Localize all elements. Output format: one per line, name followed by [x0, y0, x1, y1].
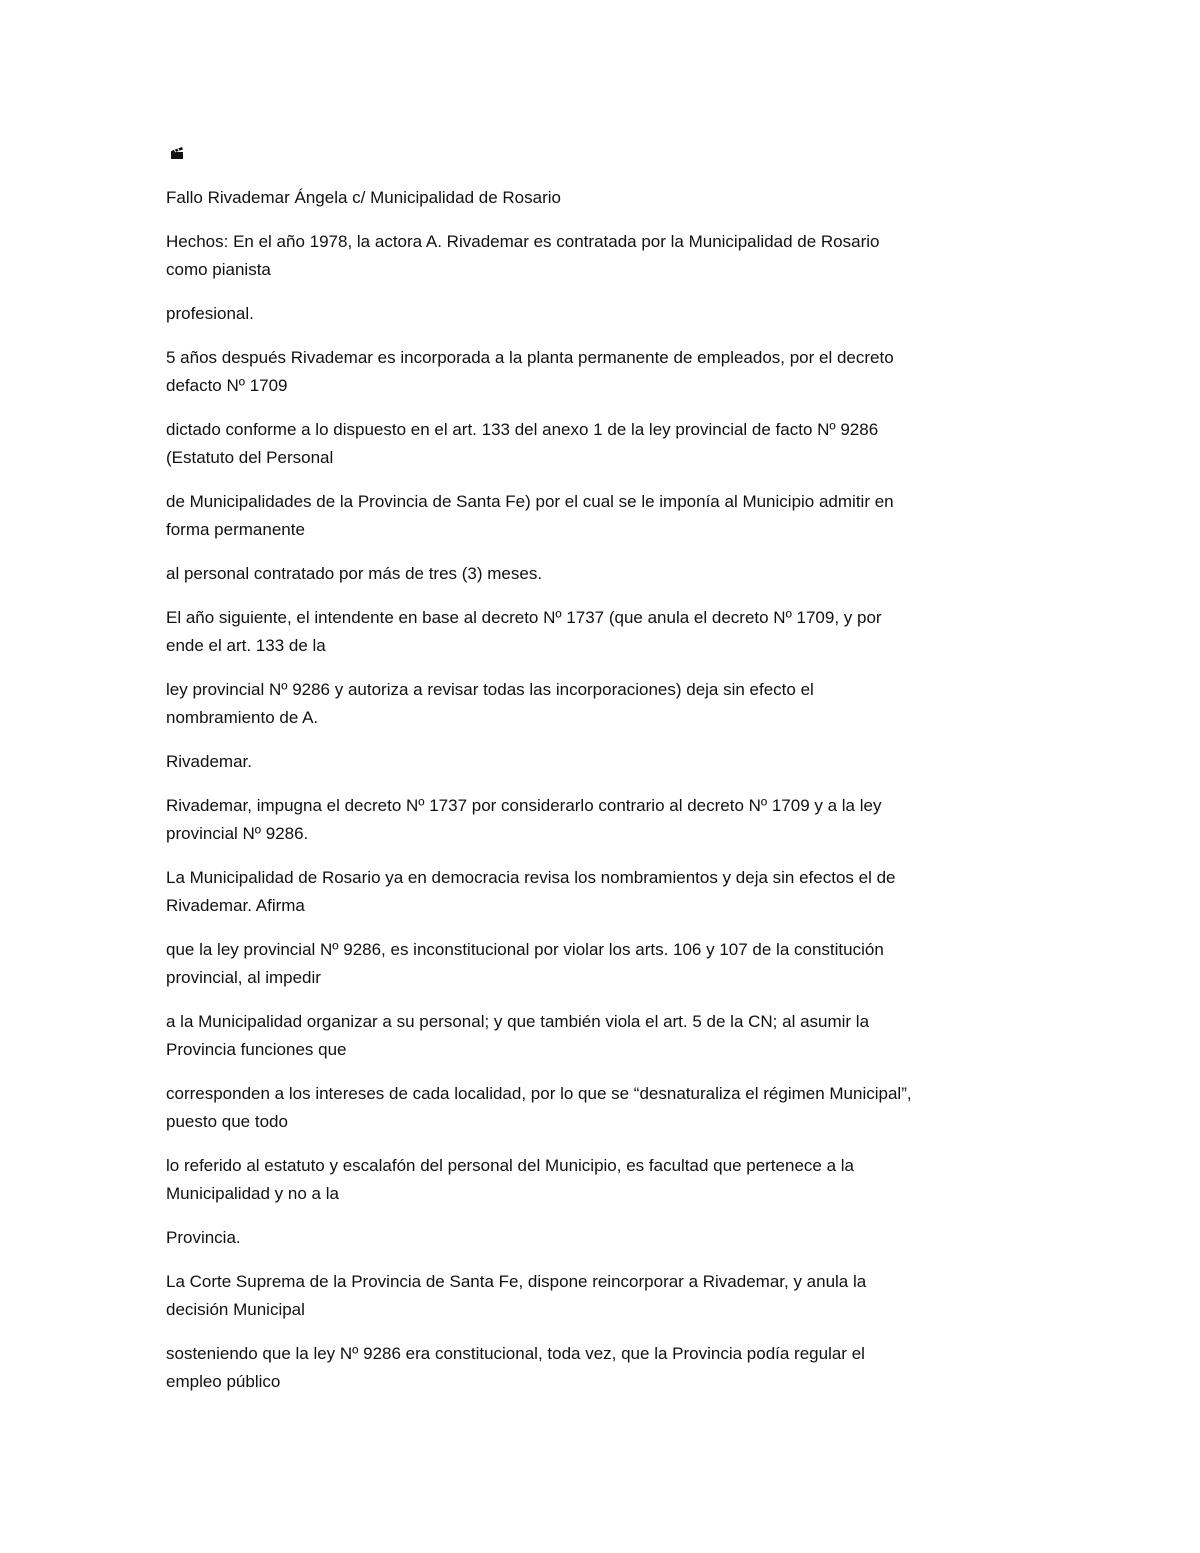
paragraph	[166, 864, 1046, 920]
paragraph-line: Rivademar.	[166, 752, 252, 771]
paragraph-line: dictado conforme a lo dispuesto en el art. 133 del anexo 1 de la ley provincial de facto Nº 9286	[166, 420, 879, 439]
paragraph-line: Provincia funciones que	[166, 1040, 347, 1059]
paragraph-line: La Corte Suprema de la Provincia de Santa Fe, dispone reincorporar a Rivademar, y anula la	[166, 1272, 867, 1291]
paragraph	[166, 416, 1046, 472]
paragraph-line: La Municipalidad de Rosario ya en democracia revisa los nombramientos y deja sin efectos el de	[166, 868, 896, 887]
paragraph-line: Hechos: En el año 1978, la actora A. Rivademar es contratada por la Municipalidad de Rosario	[166, 232, 880, 251]
paragraph	[166, 488, 1046, 544]
paragraph-line: El año siguiente, el intendente en base al decreto Nº 1737 (que anula el decreto Nº 1709, y por	[166, 608, 882, 627]
paragraph	[166, 1080, 1046, 1136]
paragraph-line: puesto que todo	[166, 1112, 288, 1131]
paragraph-line: a la Municipalidad organizar a su personal; y que también viola el art. 5 de la CN; al asumir la	[166, 1012, 870, 1031]
paragraph-line: Rivademar. Afirma	[166, 896, 305, 915]
paragraph	[166, 344, 1046, 400]
paragraph	[166, 936, 1046, 992]
paragraph-line: de Municipalidades de la Provincia de Santa Fe) por el cual se le imponía al Municipio admitir en	[166, 492, 894, 511]
paragraph	[166, 792, 1046, 848]
paragraph	[166, 1224, 1046, 1252]
icon-row	[166, 140, 1046, 166]
paragraph-line: provincial Nº 9286.	[166, 824, 309, 843]
paragraph-line: corresponden a los intereses de cada localidad, por lo que se “desnaturaliza el régimen Municipal”,	[166, 1084, 912, 1103]
paragraph	[166, 1268, 1046, 1324]
paragraph	[166, 300, 1046, 328]
paragraph	[166, 1008, 1046, 1064]
paragraph	[166, 228, 1046, 284]
paragraph-line: forma permanente	[166, 520, 305, 539]
paragraph-line: que la ley provincial Nº 9286, es inconstitucional por violar los arts. 106 y 107 de la constitución	[166, 940, 884, 959]
paragraph	[166, 1340, 1046, 1396]
paragraph-line: como pianista	[166, 260, 271, 279]
paragraph	[166, 1152, 1046, 1208]
paragraph-line: nombramiento de A.	[166, 708, 319, 727]
paragraph-line: empleo público	[166, 1372, 281, 1391]
paragraph	[166, 748, 1046, 776]
paragraph-line: al personal contratado por más de tres (3) meses.	[166, 564, 543, 583]
paragraph-line: ley provincial Nº 9286 y autoriza a revisar todas las incorporaciones) deja sin efecto el	[166, 680, 814, 699]
paragraph-line: defacto Nº 1709	[166, 376, 288, 395]
paragraph-line: lo referido al estatuto y escalafón del personal del Municipio, es facultad que pertenece a la	[166, 1156, 854, 1175]
paragraph-line: Rivademar, impugna el decreto Nº 1737 por considerarlo contrario al decreto Nº 1709 y a la ley	[166, 796, 882, 815]
paragraph-line: 5 años después Rivademar es incorporada a la planta permanente de empleados, por el decreto	[166, 348, 894, 367]
paragraph-line: profesional.	[166, 304, 254, 323]
paragraph	[166, 560, 1046, 588]
paragraph-line: decisión Municipal	[166, 1300, 305, 1319]
paragraph	[166, 604, 1046, 660]
paragraph-line: sosteniendo que la ley Nº 9286 era constitucional, toda vez, que la Provincia podía regular el	[166, 1344, 865, 1363]
document-title: Fallo Rivademar Ángela c/ Municipalidad de Rosario	[166, 188, 561, 207]
paragraph-list	[166, 228, 1046, 1396]
paragraph-line: (Estatuto del Personal	[166, 448, 334, 467]
paragraph-line: Provincia.	[166, 1228, 241, 1247]
paragraph-line: provincial, al impedir	[166, 968, 321, 987]
clapperboard-icon	[170, 146, 184, 160]
document-body	[166, 140, 1046, 1412]
paragraph	[166, 676, 1046, 732]
paragraph-line: ende el art. 133 de la	[166, 636, 326, 655]
paragraph-line: Municipalidad y no a la	[166, 1184, 339, 1203]
